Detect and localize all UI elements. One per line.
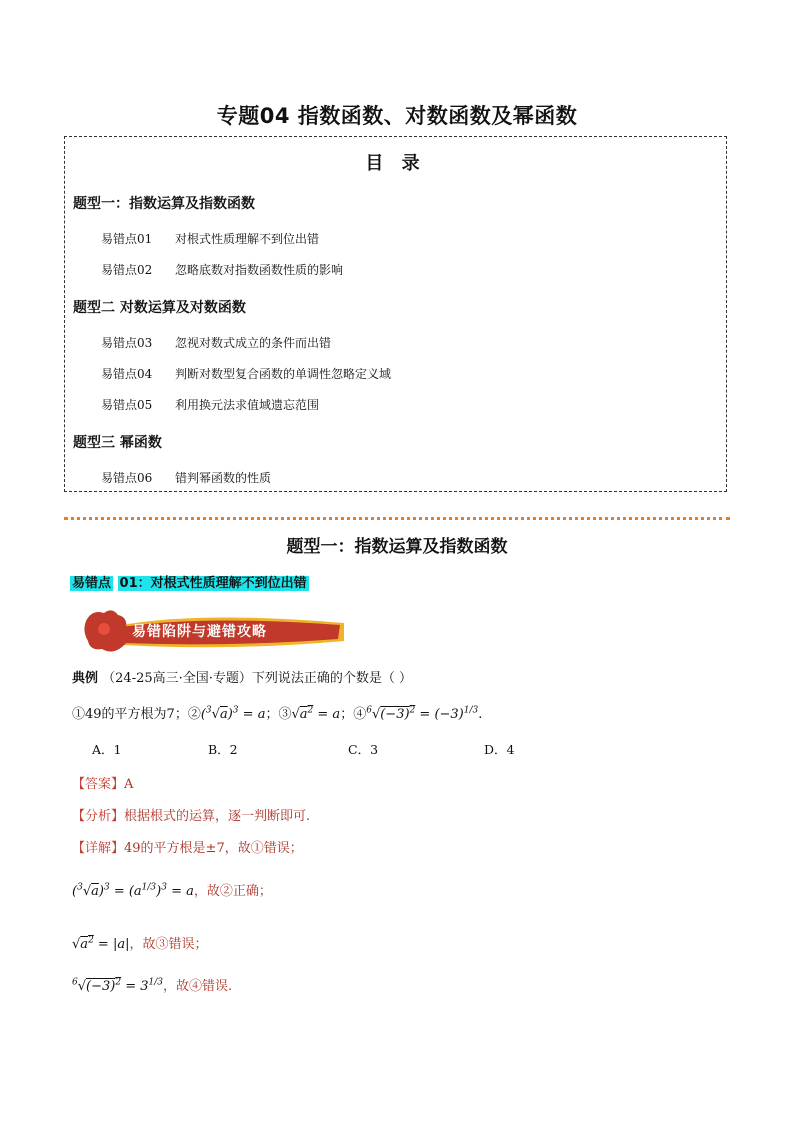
- choice-d[interactable]: D．4: [484, 742, 515, 757]
- choice-c[interactable]: C．3: [348, 742, 379, 757]
- formula-3: $√a^2 = a$: [291, 705, 341, 722]
- answer-line: [72, 773, 133, 792]
- section-divider: [64, 517, 730, 520]
- toc-heading: 目 录: [365, 153, 426, 174]
- example-header: [72, 667, 412, 686]
- pitfall-tag-text: 01：对根式性质理解不到位出错: [119, 576, 307, 591]
- detail-text-4: ，故④错误.: [163, 979, 233, 994]
- formula-4: $^6√(-3)^2 = (-3)^{1/3}$: [366, 705, 479, 722]
- example-source: （24-25高三·全国·专题）下列说法正确的个数是（ ）: [102, 671, 413, 686]
- analysis-line: [72, 805, 310, 824]
- section-title: 题型一：指数运算及指数函数: [286, 537, 508, 557]
- detail-formula-4: $^6√(-3)^2 = 3^{1/3}$: [72, 977, 163, 994]
- choice-a[interactable]: A．1: [92, 742, 122, 757]
- example-statements: ①49的平方根为7；$②(^3√a)^3 = a$；$③√a^2 = a$；$④^6√(-3)^2 = (-3)^{1/3}$.: [72, 705, 483, 722]
- detail-line-1: [72, 837, 303, 856]
- toc-section-2[interactable]: 题型二 对数运算及对数函数: [73, 300, 246, 316]
- detail-formula-3: $√a^2 = |a|$: [72, 935, 130, 952]
- detail-bracket: 【详解】: [72, 841, 125, 856]
- statement-4-prefix: ；④: [340, 707, 367, 722]
- analysis-text: 根据根式的运算，逐一判断即可.: [124, 809, 311, 824]
- example-label: 典例: [72, 671, 99, 686]
- statement-2-prefix: ②: [187, 707, 201, 722]
- statement-3-prefix: ；③: [265, 707, 292, 722]
- formula-2: $(^3√a)^3 = a$: [200, 705, 266, 722]
- toc-item-04[interactable]: 易错点04 判断对数型复合函数的单调性忽略定义域: [101, 367, 392, 381]
- banner-label: 易错陷阱与避错攻略: [132, 624, 267, 640]
- toc-item-01[interactable]: 易错点01 对根式性质理解不到位出错: [101, 232, 320, 246]
- toc-item-06[interactable]: 易错点06 错判幂函数的性质: [101, 471, 272, 485]
- detail-line-2: [72, 880, 272, 899]
- toc-section-3[interactable]: 题型三 幂函数: [73, 435, 162, 451]
- statement-1: ①49的平方根为7；: [72, 707, 188, 722]
- table-of-contents: [64, 136, 727, 492]
- choice-b[interactable]: B．2: [208, 742, 238, 757]
- page-title: 专题04 指数函数、对数函数及幂函数: [216, 104, 578, 128]
- detail-text-3: ，故③错误；: [129, 937, 208, 952]
- analysis-bracket: 【分析】: [72, 809, 125, 824]
- answer-bracket: 【答案】: [72, 777, 125, 792]
- pitfall-tag-prefix: 易错点: [72, 576, 112, 591]
- detail-line-4: [72, 975, 232, 994]
- detail-text-1: 49的平方根是±7，故①错误；: [124, 841, 303, 856]
- pitfall-tag: [70, 574, 309, 594]
- toc-item-05[interactable]: 易错点05 利用换元法求值域遗忘范围: [101, 398, 320, 412]
- detail-line-3: [72, 933, 207, 952]
- toc-section-1[interactable]: 题型一：指数运算及指数函数: [73, 196, 255, 212]
- toc-item-03[interactable]: 易错点03 忽视对数式成立的条件而出错: [101, 336, 332, 350]
- detail-text-2: ，故②正确；: [193, 884, 272, 899]
- toc-item-02[interactable]: 易错点02 忽略底数对指数函数性质的影响: [101, 263, 344, 277]
- detail-formula-2: $(^3√a)^3 = (a^{1/3})^3 = a$: [72, 882, 194, 899]
- answer-value: A: [124, 777, 134, 792]
